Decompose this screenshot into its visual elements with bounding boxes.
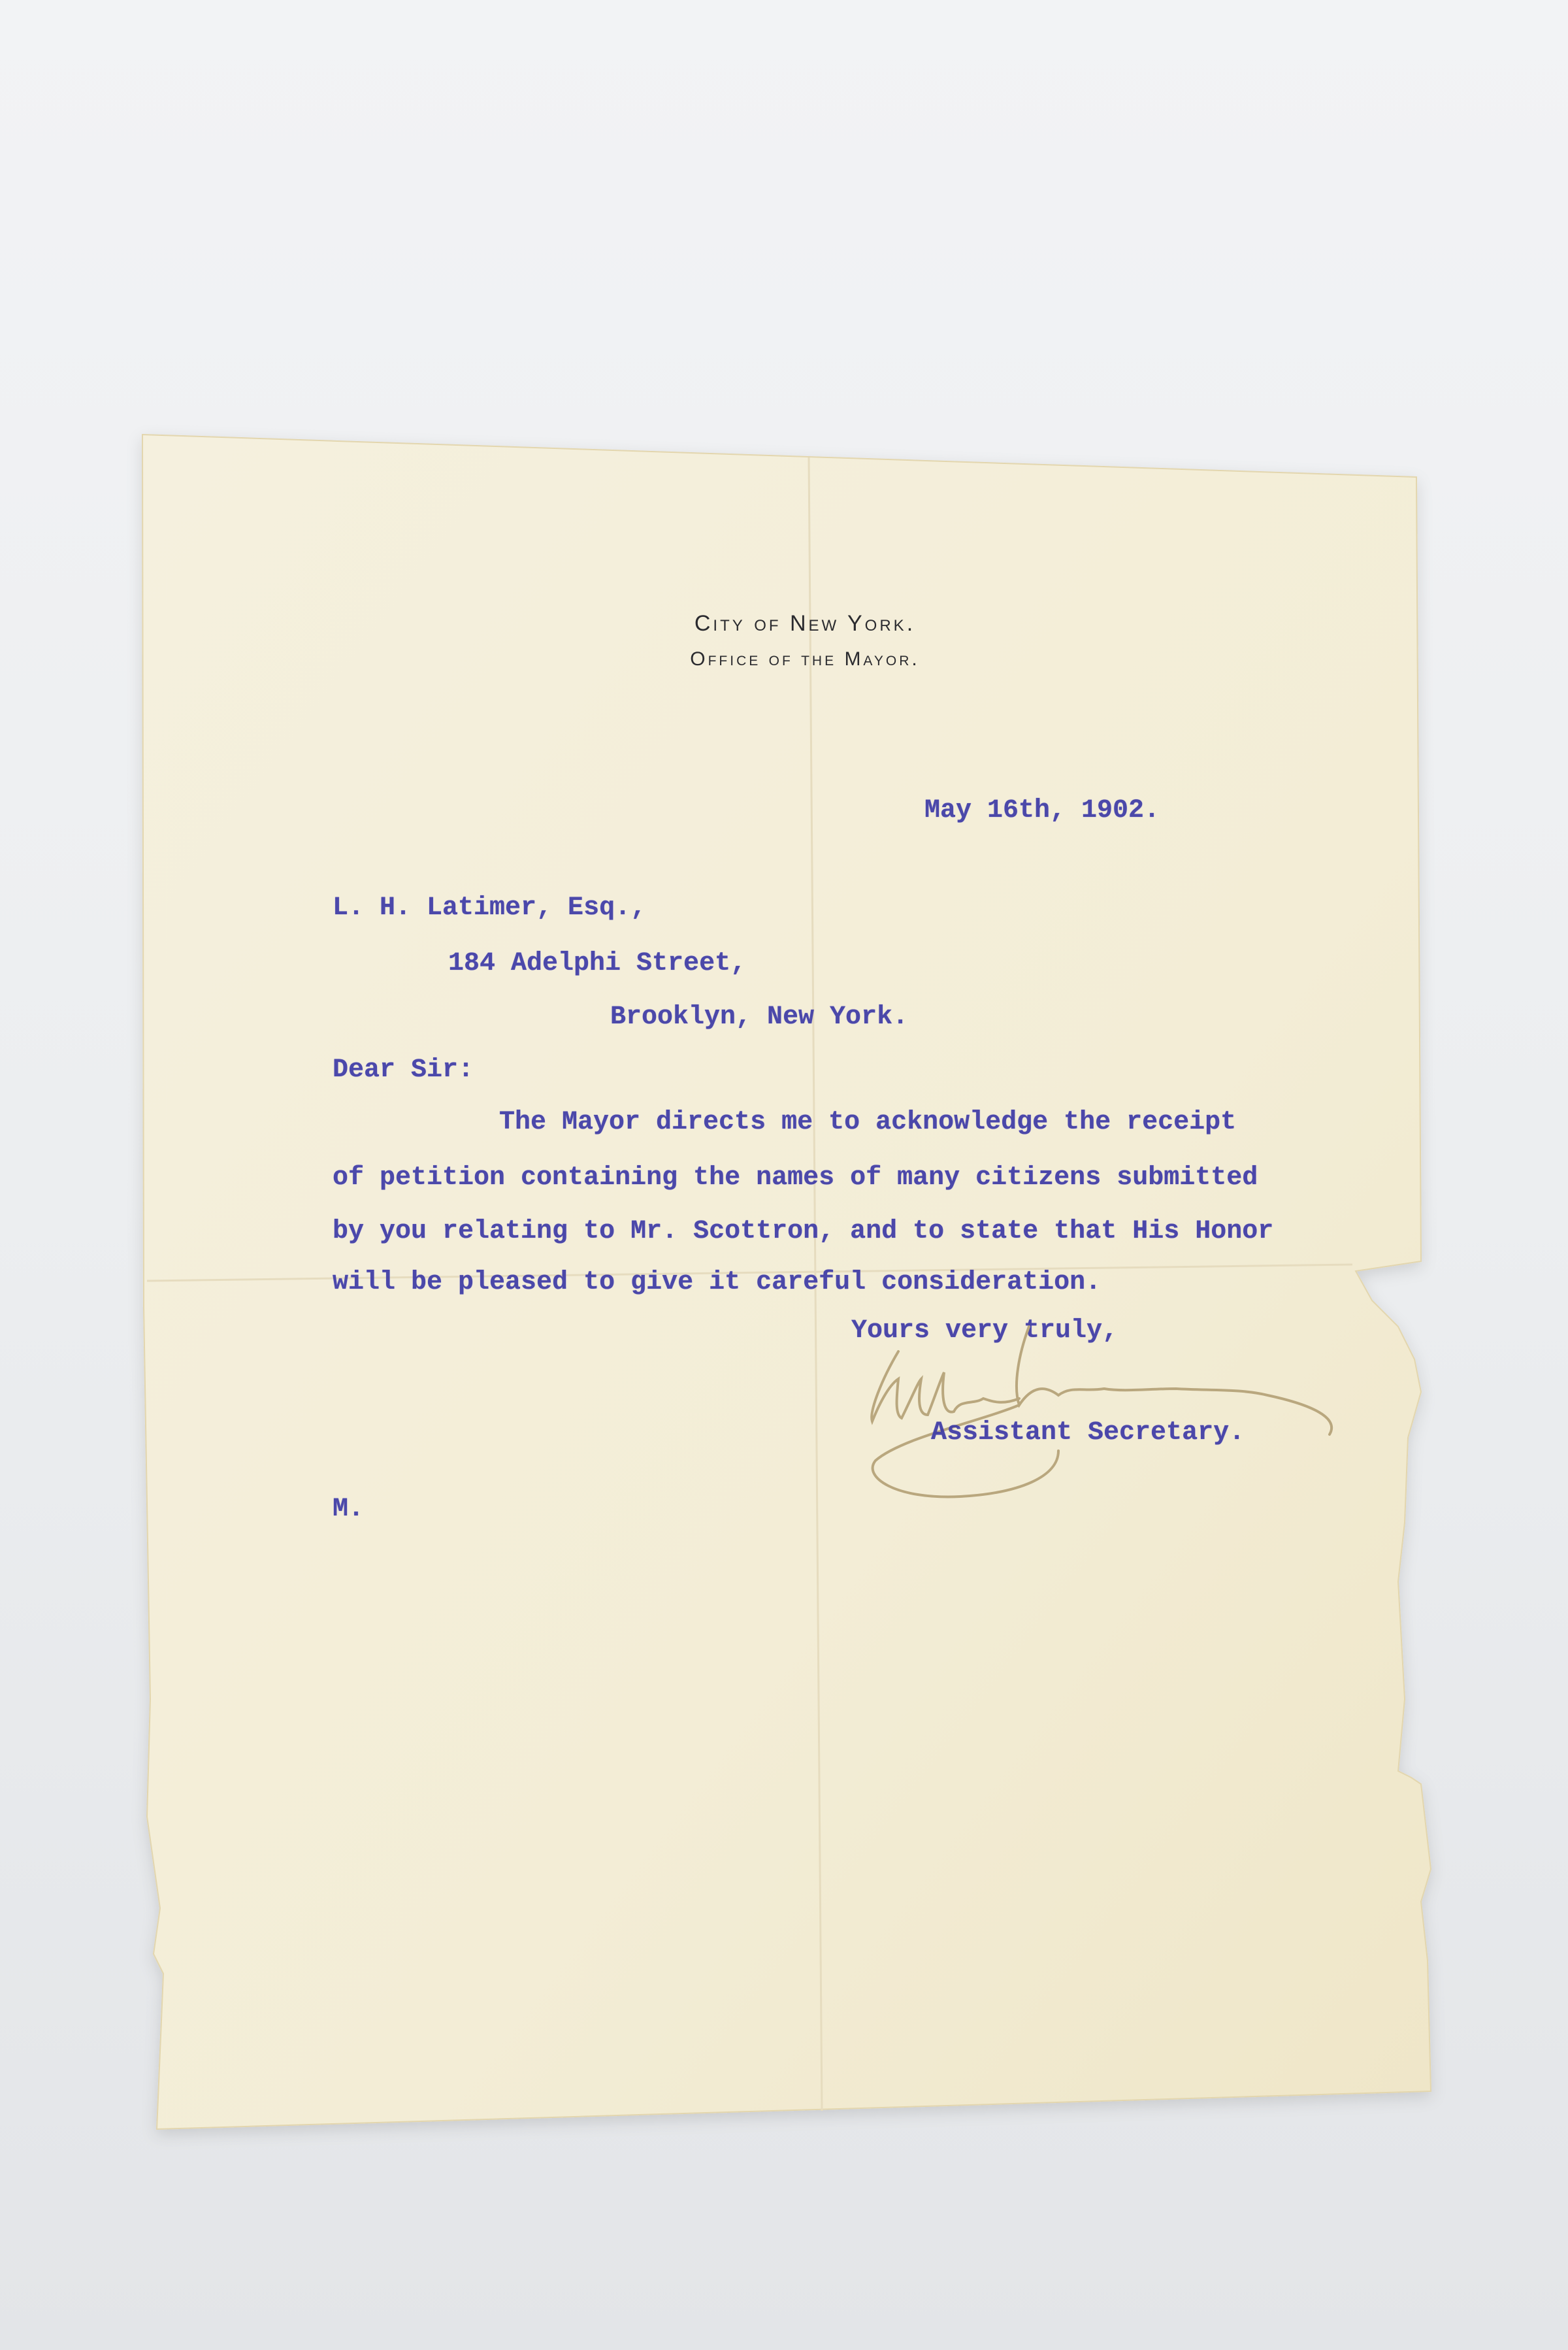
recipient-city: Brooklyn, New York.: [610, 1002, 909, 1032]
letterhead-office: Office of the Mayor.: [690, 648, 920, 670]
salutation: Dear Sir:: [333, 1055, 474, 1085]
body-line: will be pleased to give it careful consideration.: [333, 1268, 1102, 1297]
recipient-street: 184 Adelphi Street,: [448, 949, 747, 978]
letterhead-city: City of New York.: [694, 611, 916, 636]
recipient-name: L. H. Latimer, Esq.,: [333, 893, 647, 923]
signer-title: Assistant Secretary.: [931, 1418, 1245, 1448]
body-line: The Mayor directs me to acknowledge the receipt: [499, 1108, 1237, 1137]
typist-initials: M.: [333, 1495, 365, 1524]
body-line: of petition containing the names of many citizens submitted: [333, 1163, 1258, 1193]
letter-date: May 16th, 1902.: [924, 796, 1160, 825]
closing: Yours very truly,: [851, 1316, 1119, 1346]
body-line: by you relating to Mr. Scottron, and to state that His Honor: [333, 1217, 1274, 1246]
